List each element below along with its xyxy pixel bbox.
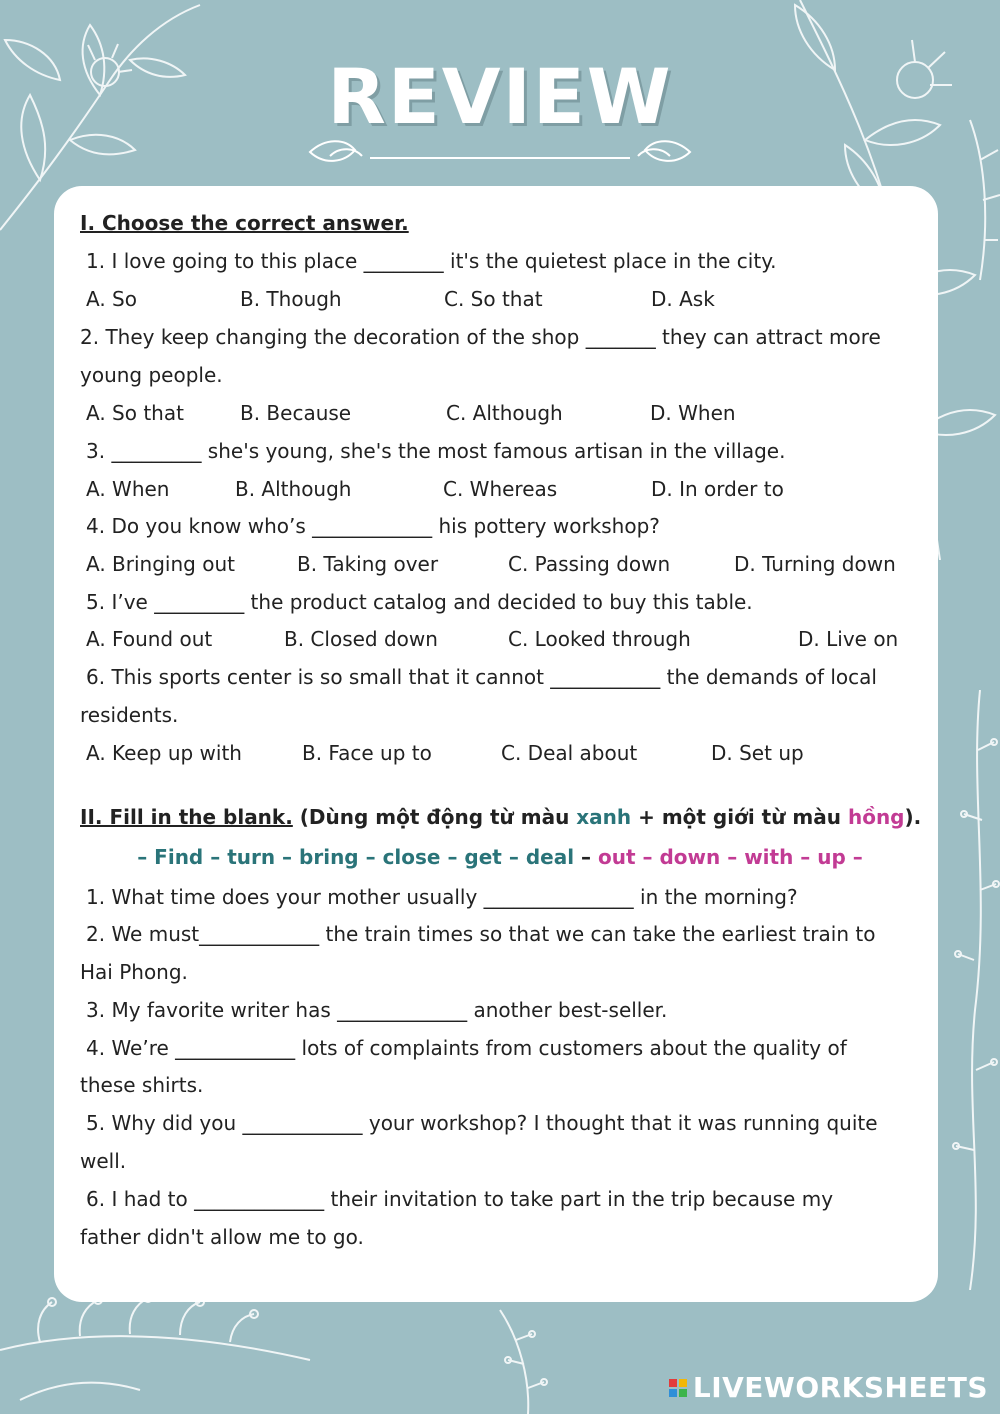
q5-option-d[interactable]: D. Live on	[798, 627, 899, 651]
q4-option-d[interactable]: D. Turning down	[734, 552, 896, 576]
q1-option-d[interactable]: D. Ask	[651, 287, 715, 311]
question-5-stem: 5. I’ve _________ the product catalog and decided to buy this table.	[86, 590, 753, 614]
q6-option-d[interactable]: D. Set up	[711, 741, 804, 765]
fill-question-6-continued: father didn't allow me to go.	[80, 1225, 364, 1249]
fill-question-3[interactable]: 3. My favorite writer has _____________ another best-seller.	[86, 998, 668, 1022]
floral-decoration-right-middle	[940, 690, 1000, 1290]
q6-option-b[interactable]: B. Face up to	[302, 741, 432, 765]
q3-option-b[interactable]: B. Although	[235, 477, 352, 501]
liveworksheets-logo	[669, 1371, 988, 1404]
section-1-heading: I. Choose the correct answer.	[80, 211, 409, 235]
q1-option-a[interactable]: A. So	[86, 287, 137, 311]
question-6-stem-continued: residents.	[80, 703, 179, 727]
word-bank-preposition: down	[659, 845, 721, 869]
q6-option-c[interactable]: C. Deal about	[501, 741, 638, 765]
fill-question-5-continued: well.	[80, 1149, 127, 1173]
question-1-stem: 1. I love going to this place ________ it's the quietest place in the city.	[86, 249, 777, 273]
instruction-green-word: xanh	[576, 805, 632, 829]
fill-question-2-continued: Hai Phong.	[80, 960, 188, 984]
fill-question-2[interactable]: 2. We must____________ the train times so that we can take the earliest train to	[86, 922, 876, 946]
question-6-stem: 6. This sports center is so small that it cannot ___________ the demands of local	[86, 665, 877, 689]
section-2-heading: II. Fill in the blank. (Dùng một động từ màu xanh + một giới từ màu hồng).	[80, 805, 922, 829]
q6-option-a[interactable]: A. Keep up with	[86, 741, 242, 765]
word-bank: – Find – turn – bring – close – get – deal – out – down – with – up –	[137, 845, 863, 869]
q5-option-c[interactable]: C. Looked through	[508, 627, 691, 651]
word-bank-preposition: up	[817, 845, 846, 869]
q5-option-b[interactable]: B. Closed down	[284, 627, 438, 651]
fill-question-4-continued: these shirts.	[80, 1073, 204, 1097]
q4-option-b[interactable]: B. Taking over	[297, 552, 439, 576]
q3-option-c[interactable]: C. Whereas	[443, 477, 558, 501]
q1-option-b[interactable]: B. Though	[240, 287, 342, 311]
q5-option-a[interactable]: A. Found out	[86, 627, 213, 651]
word-bank-verb: close	[382, 845, 441, 869]
q1-option-c[interactable]: C. So that	[444, 287, 543, 311]
fill-question-1[interactable]: 1. What time does your mother usually _______________ in the morning?	[86, 885, 798, 909]
floral-decoration-bottom-left	[0, 1290, 320, 1414]
q2-option-c[interactable]: C. Although	[446, 401, 563, 425]
page-title: REVIEW	[327, 52, 673, 141]
liveworksheets-brand-text: LIVEWORKSHEETS	[692, 1371, 988, 1404]
instruction-pink-word: hồng	[847, 805, 905, 829]
word-bank-preposition: out	[597, 845, 636, 869]
question-3-stem: 3. _________ she's young, she's the most famous artisan in the village.	[86, 439, 786, 463]
word-bank-verb: get	[464, 845, 502, 869]
question-2-stem: 2. They keep changing the decoration of the shop _______ they can attract more	[80, 325, 881, 349]
word-bank-verb: deal	[525, 845, 575, 869]
word-bank-verb: bring	[299, 845, 359, 869]
word-bank-verb: Find	[154, 845, 204, 869]
q2-option-a[interactable]: A. So that	[86, 401, 184, 425]
question-4-stem: 4. Do you know who’s ____________ his pottery workshop?	[86, 514, 660, 538]
fill-question-4[interactable]: 4. We’re ____________ lots of complaints from customers about the quality of	[86, 1036, 847, 1060]
question-2-stem-continued: young people.	[80, 363, 223, 387]
word-bank-verb: turn	[227, 845, 276, 869]
fill-question-6[interactable]: 6. I had to _____________ their invitation to take part in the trip because my	[86, 1187, 834, 1211]
word-bank-preposition: with	[744, 845, 794, 869]
q2-option-b[interactable]: B. Because	[240, 401, 352, 425]
floral-decoration-bottom-center	[480, 1300, 620, 1414]
q2-option-d[interactable]: D. When	[650, 401, 736, 425]
q4-option-a[interactable]: A. Bringing out	[86, 552, 235, 576]
q3-option-a[interactable]: A. When	[86, 477, 170, 501]
q3-option-d[interactable]: D. In order to	[651, 477, 784, 501]
q4-option-c[interactable]: C. Passing down	[508, 552, 671, 576]
fill-question-5[interactable]: 5. Why did you ____________ your workshop? I thought that it was running quite	[86, 1111, 878, 1135]
liveworksheets-logo-icon	[669, 1379, 687, 1397]
